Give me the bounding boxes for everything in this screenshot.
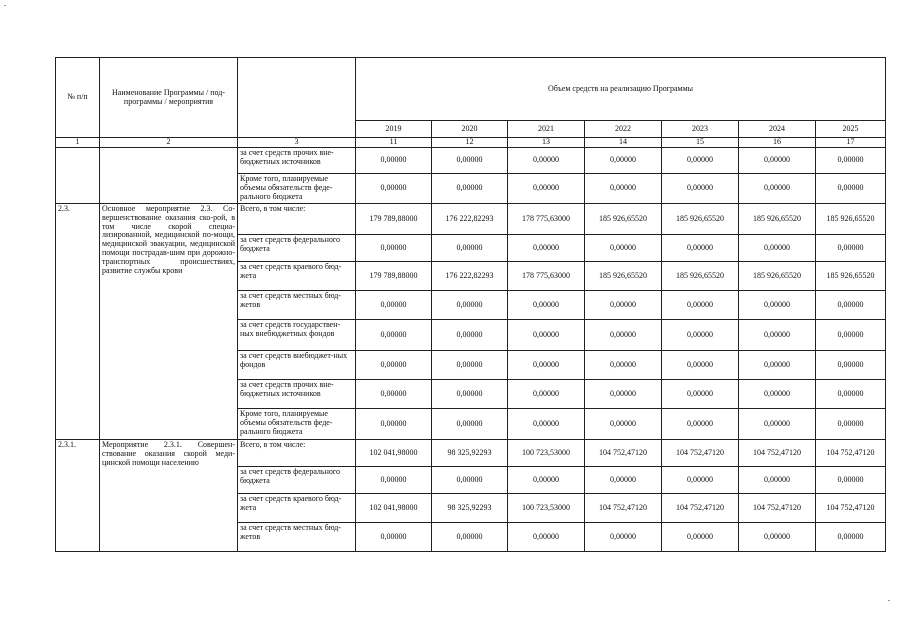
amount-cell: 178 775,63000	[508, 262, 585, 291]
year-cell: 2020	[432, 121, 508, 138]
amount-cell: 0,00000	[816, 174, 886, 204]
amount-cell: 0,00000	[816, 320, 886, 351]
amount-cell: 0,00000	[739, 291, 816, 320]
header-row	[56, 58, 886, 121]
index-cell: 2	[100, 138, 238, 148]
amount-cell: 0,00000	[585, 351, 662, 380]
amount-cell: 179 789,88000	[356, 262, 432, 291]
table-row	[56, 148, 886, 174]
amount-cell: 0,00000	[432, 409, 508, 440]
amount-cell: 0,00000	[585, 174, 662, 204]
amount-cell: 0,00000	[432, 148, 508, 174]
header-name: Наименование Программы / под-программы / мероприятия	[100, 58, 238, 138]
amount-cell: 0,00000	[585, 409, 662, 440]
row-code	[56, 148, 100, 204]
amount-cell: 185 926,65520	[662, 262, 739, 291]
year-cell: 2021	[508, 121, 585, 138]
amount-cell: 0,00000	[662, 174, 739, 204]
header-number: № п/п	[56, 58, 100, 138]
amount-cell: 0,00000	[662, 235, 739, 262]
amount-cell: 0,00000	[662, 523, 739, 552]
amount-cell: 0,00000	[508, 320, 585, 351]
amount-cell: 100 723,53000	[508, 440, 585, 467]
header-source	[238, 58, 356, 138]
amount-cell: 185 926,65520	[816, 262, 886, 291]
index-cell: 14	[585, 138, 662, 148]
amount-cell: 104 752,47120	[816, 494, 886, 523]
funding-source: Всего, в том числе:	[238, 204, 356, 235]
amount-cell: 185 926,65520	[816, 204, 886, 235]
index-cell: 12	[432, 138, 508, 148]
amount-cell: 0,00000	[585, 235, 662, 262]
column-index-row	[56, 138, 886, 148]
amount-cell: 0,00000	[816, 380, 886, 409]
amount-cell: 0,00000	[508, 380, 585, 409]
table-row	[56, 440, 886, 467]
funding-source: за счет средств краевого бюд-жета	[238, 494, 356, 523]
amount-cell: 185 926,65520	[585, 262, 662, 291]
row-code: 2.3.1.	[56, 440, 100, 552]
funding-source: за счет средств государствен-ных внебюджетных фондов	[238, 320, 356, 351]
header-volume: Объем средств на реализацию Программы	[356, 58, 886, 121]
amount-cell: 104 752,47120	[585, 440, 662, 467]
amount-cell: 179 789,88000	[356, 204, 432, 235]
index-cell: 3	[238, 138, 356, 148]
amount-cell: 185 926,65520	[662, 204, 739, 235]
amount-cell: 0,00000	[739, 351, 816, 380]
index-cell: 11	[356, 138, 432, 148]
amount-cell: 0,00000	[356, 523, 432, 552]
amount-cell: 0,00000	[356, 351, 432, 380]
index-cell: 1	[56, 138, 100, 148]
year-cell: 2023	[662, 121, 739, 138]
scan-speck	[888, 600, 890, 601]
amount-cell: 0,00000	[816, 523, 886, 552]
amount-cell: 185 926,65520	[739, 262, 816, 291]
funding-source: за счет средств местных бюд-жетов	[238, 291, 356, 320]
amount-cell: 0,00000	[432, 320, 508, 351]
amount-cell: 0,00000	[739, 174, 816, 204]
index-cell: 17	[816, 138, 886, 148]
row-title: Основное мероприятие 2.3. Со-вершенствование оказания ско-рой, в том числе скорой специа-лизированной, медицинской по-мощи, медицинской эвакуации, медицинской помощи пострадав-шим при дорожно-транспортных происшествиях, развитие службы крови	[100, 204, 238, 440]
amount-cell: 0,00000	[356, 380, 432, 409]
amount-cell: 0,00000	[508, 467, 585, 494]
amount-cell: 104 752,47120	[662, 494, 739, 523]
amount-cell: 0,00000	[662, 380, 739, 409]
funding-source: за счет средств краевого бюд-жета	[238, 262, 356, 291]
amount-cell: 0,00000	[816, 291, 886, 320]
amount-cell: 104 752,47120	[739, 494, 816, 523]
amount-cell: 0,00000	[816, 148, 886, 174]
year-cell: 2022	[585, 121, 662, 138]
funding-source: за счет средств местных бюд-жетов	[238, 523, 356, 552]
amount-cell: 0,00000	[508, 351, 585, 380]
amount-cell: 0,00000	[508, 409, 585, 440]
amount-cell: 0,00000	[508, 174, 585, 204]
table-row	[56, 204, 886, 235]
amount-cell: 0,00000	[585, 291, 662, 320]
amount-cell: 0,00000	[356, 174, 432, 204]
amount-cell: 178 775,63000	[508, 204, 585, 235]
amount-cell: 104 752,47120	[585, 494, 662, 523]
amount-cell: 0,00000	[816, 351, 886, 380]
amount-cell: 185 926,65520	[739, 204, 816, 235]
amount-cell: 185 926,65520	[585, 204, 662, 235]
amount-cell: 0,00000	[816, 235, 886, 262]
amount-cell: 0,00000	[356, 467, 432, 494]
amount-cell: 0,00000	[662, 148, 739, 174]
funding-source: за счет средств прочих вне-бюджетных источников	[238, 148, 356, 174]
amount-cell: 0,00000	[432, 467, 508, 494]
year-cell: 2025	[816, 121, 886, 138]
document-page	[55, 57, 885, 552]
funding-source: за счет средств федерального бюджета	[238, 235, 356, 262]
amount-cell: 0,00000	[739, 409, 816, 440]
amount-cell: 0,00000	[739, 467, 816, 494]
amount-cell: 0,00000	[585, 380, 662, 409]
amount-cell: 102 041,98000	[356, 494, 432, 523]
amount-cell: 102 041,98000	[356, 440, 432, 467]
amount-cell: 176 222,82293	[432, 204, 508, 235]
amount-cell: 0,00000	[356, 148, 432, 174]
table-body	[56, 148, 886, 552]
amount-cell: 0,00000	[508, 523, 585, 552]
amount-cell: 0,00000	[356, 235, 432, 262]
funding-source: Кроме того, планируемые объемы обязательств феде-рального бюджета	[238, 174, 356, 204]
row-title	[100, 148, 238, 204]
amount-cell: 0,00000	[662, 409, 739, 440]
amount-cell: 0,00000	[508, 148, 585, 174]
amount-cell: 0,00000	[585, 320, 662, 351]
year-cell: 2019	[356, 121, 432, 138]
amount-cell: 0,00000	[432, 380, 508, 409]
amount-cell: 98 325,92293	[432, 494, 508, 523]
amount-cell: 100 723,53000	[508, 494, 585, 523]
amount-cell: 104 752,47120	[662, 440, 739, 467]
year-cell: 2024	[739, 121, 816, 138]
amount-cell: 0,00000	[432, 235, 508, 262]
amount-cell: 0,00000	[662, 320, 739, 351]
amount-cell: 0,00000	[432, 351, 508, 380]
amount-cell: 98 325,92293	[432, 440, 508, 467]
amount-cell: 0,00000	[432, 174, 508, 204]
scan-speck	[4, 5, 6, 6]
funding-source: Кроме того, планируемые объемы обязательств феде-рального бюджета	[238, 409, 356, 440]
amount-cell: 0,00000	[739, 380, 816, 409]
amount-cell: 0,00000	[739, 320, 816, 351]
amount-cell: 0,00000	[739, 523, 816, 552]
funding-source: за счет средств федерального бюджета	[238, 467, 356, 494]
amount-cell: 0,00000	[356, 320, 432, 351]
index-cell: 15	[662, 138, 739, 148]
funding-source: за счет средств прочих вне-бюджетных источников	[238, 380, 356, 409]
amount-cell: 0,00000	[816, 467, 886, 494]
amount-cell: 0,00000	[662, 467, 739, 494]
amount-cell: 0,00000	[585, 467, 662, 494]
amount-cell: 0,00000	[508, 291, 585, 320]
amount-cell: 104 752,47120	[816, 440, 886, 467]
amount-cell: 0,00000	[585, 523, 662, 552]
index-cell: 13	[508, 138, 585, 148]
amount-cell: 0,00000	[739, 148, 816, 174]
amount-cell: 0,00000	[432, 523, 508, 552]
budget-table	[55, 57, 886, 552]
amount-cell: 0,00000	[739, 235, 816, 262]
amount-cell: 104 752,47120	[739, 440, 816, 467]
amount-cell: 0,00000	[432, 291, 508, 320]
funding-source: Всего, в том числе:	[238, 440, 356, 467]
amount-cell: 0,00000	[585, 148, 662, 174]
amount-cell: 0,00000	[508, 235, 585, 262]
amount-cell: 0,00000	[816, 409, 886, 440]
amount-cell: 0,00000	[356, 409, 432, 440]
amount-cell: 0,00000	[356, 291, 432, 320]
funding-source: за счет средств внебюджет-ных фондов	[238, 351, 356, 380]
amount-cell: 0,00000	[662, 291, 739, 320]
row-title: Мероприятие 2.3.1. Совершен-ствование оказания скорой меди-цинской помощи населению	[100, 440, 238, 552]
row-code: 2.3.	[56, 204, 100, 440]
index-cell: 16	[739, 138, 816, 148]
amount-cell: 0,00000	[662, 351, 739, 380]
amount-cell: 176 222,82293	[432, 262, 508, 291]
